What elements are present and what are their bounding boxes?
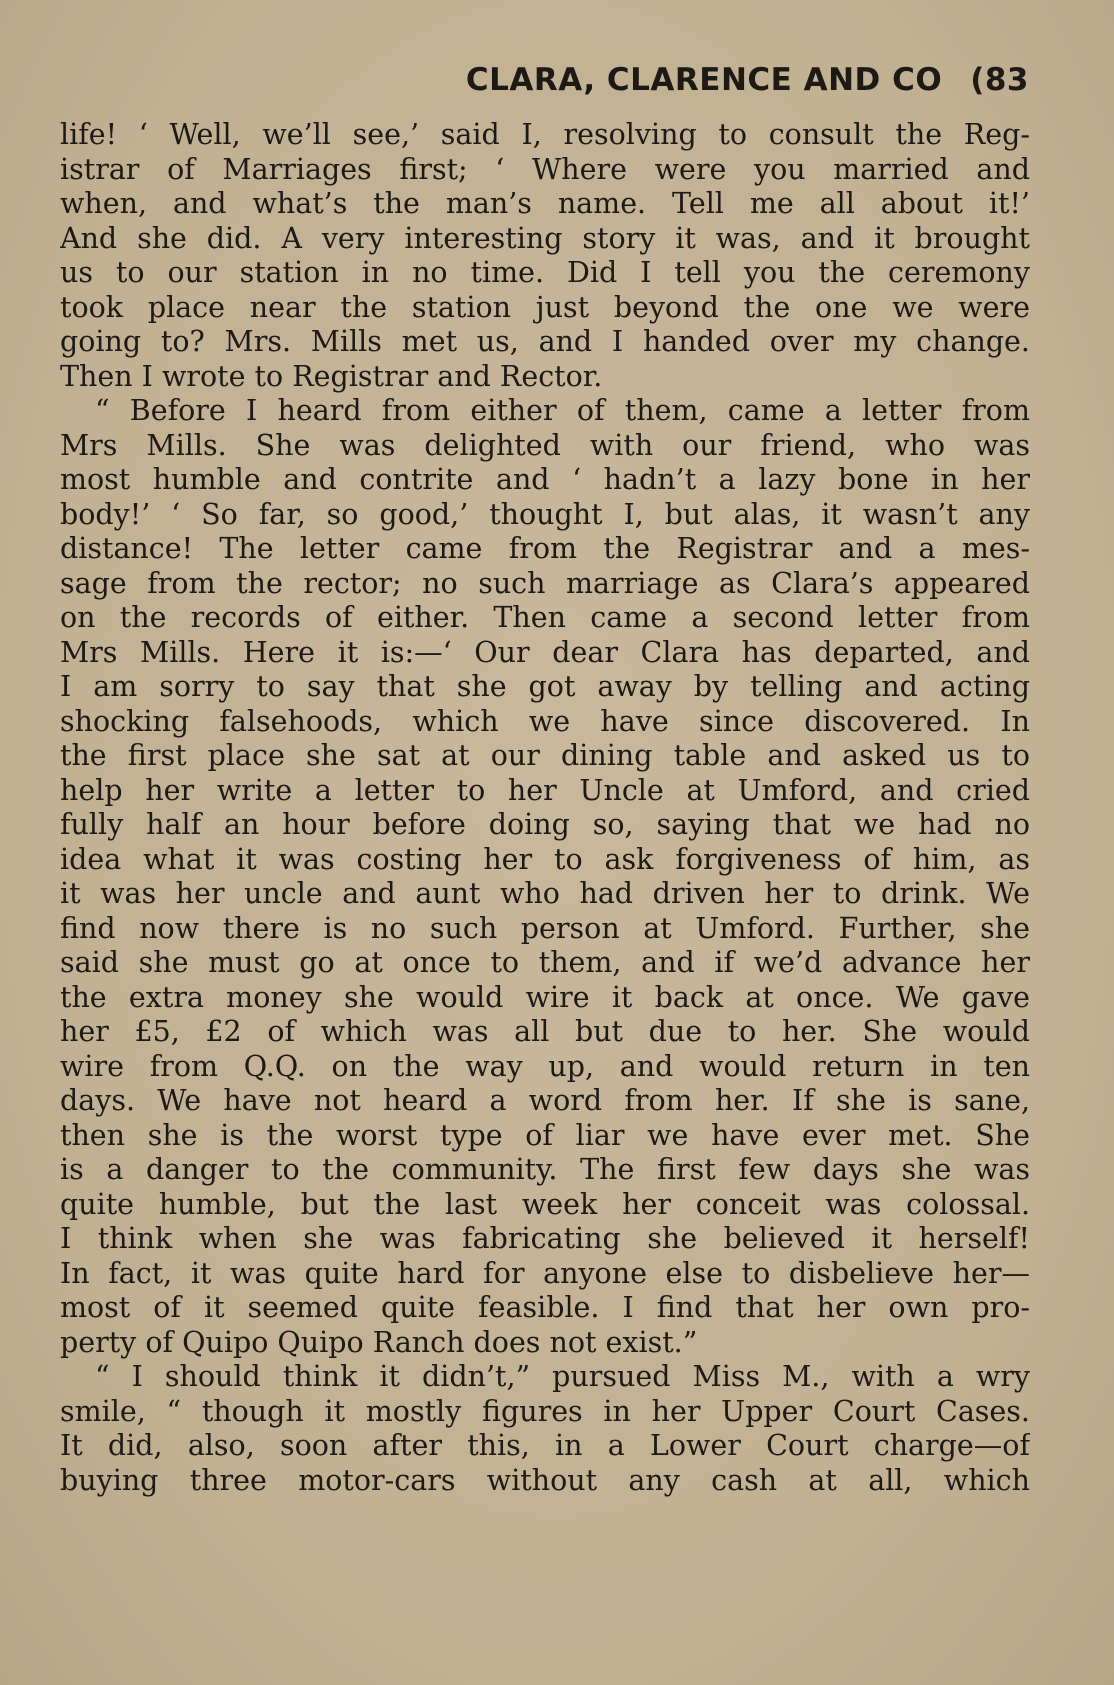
text-line: Mrs Mills. She was delighted with our friend, who was <box>60 428 1030 462</box>
text-line: “ I should think it didn’t,” pursued Miss M., with a wry <box>95 1360 1030 1393</box>
text-line: It did, also, soon after this, in a Lower Court charge—of <box>60 1429 1030 1462</box>
text-line: it was her uncle and aunt who had driven her to drink. We <box>60 877 1030 910</box>
text-line: help her write a letter to her Uncle at Umford, and cried <box>60 773 1030 807</box>
text-line: istrar of Marriages first; ‘ Where were you married and <box>60 152 1030 186</box>
text-line: days. We have not heard a word from her. If she is sane, <box>60 1084 1030 1117</box>
text-line: perty of Quipo Quipo Ranch does not exist.” <box>60 1325 698 1359</box>
body-text <box>60 118 1030 1498</box>
text-line: smile, “ though it mostly figures in her Upper Court Cases. <box>60 1394 1030 1428</box>
text-line: said she must go at once to them, and if we’d advance her <box>60 946 1030 979</box>
page-number: (83 <box>970 62 1029 98</box>
text-line: idea what it was costing her to ask forgiveness of him, as <box>60 842 1030 876</box>
text-line: Mrs Mills. Here it is:—‘ Our dear Clara has departed, and <box>60 635 1030 669</box>
text-line: life! ‘ Well, we’ll see,’ said I, resolving to consult the Reg- <box>60 118 1030 151</box>
text-line: took place near the station just beyond the one we were <box>60 290 1030 324</box>
running-header <box>466 62 1029 98</box>
text-line: distance! The letter came from the Registrar and a mes- <box>60 532 1030 565</box>
text-line: body!’ ‘ So far, so good,’ thought I, but alas, it wasn’t any <box>60 497 1030 531</box>
text-line: most of it seemed quite feasible. I find that her own pro- <box>60 1291 1030 1324</box>
text-line: fully half an hour before doing so, saying that we had no <box>60 808 1030 841</box>
text-line: us to our station in no time. Did I tell you the ceremony <box>60 256 1030 289</box>
text-line: In fact, it was quite hard for anyone else to disbelieve her— <box>60 1256 1030 1290</box>
text-line: I think when she was fabricating she believed it herself! <box>60 1222 1030 1255</box>
running-title: CLARA, CLARENCE AND CO <box>465 62 943 98</box>
text-line: “ Before I heard from either of them, came a letter from <box>95 394 1030 427</box>
text-line: quite humble, but the last week her conceit was colossal. <box>60 1187 1030 1221</box>
text-line: when, and what’s the man’s name. Tell me all about it!’ <box>60 187 1030 220</box>
text-line: the first place she sat at our dining table and asked us to <box>60 739 1030 772</box>
text-line: on the records of either. Then came a second letter from <box>60 601 1030 634</box>
text-line: Then I wrote to Registrar and Rector. <box>60 359 603 393</box>
text-line: wire from Q.Q. on the way up, and would return in ten <box>60 1049 1030 1083</box>
text-line: the extra money she would wire it back at once. We gave <box>60 980 1030 1014</box>
text-line: find now there is no such person at Umford. Further, she <box>60 911 1030 945</box>
text-line: I am sorry to say that she got away by telling and acting <box>60 670 1030 703</box>
text-line: then she is the worst type of liar we have ever met. She <box>60 1118 1030 1152</box>
text-line: her £5, £2 of which was all but due to her. She would <box>60 1015 1030 1048</box>
text-line: shocking falsehoods, which we have since discovered. In <box>60 704 1030 738</box>
text-line: And she did. A very interesting story it was, and it brought <box>60 221 1030 255</box>
text-line: is a danger to the community. The first few days she was <box>60 1153 1030 1186</box>
text-line: most humble and contrite and ‘ hadn’t a lazy bone in her <box>60 463 1030 496</box>
text-line: buying three motor-cars without any cash at all, which <box>60 1463 1030 1497</box>
text-line: going to? Mrs. Mills met us, and I handed over my change. <box>60 325 1030 358</box>
text-line: sage from the rector; no such marriage as Clara’s appeared <box>60 566 1030 600</box>
